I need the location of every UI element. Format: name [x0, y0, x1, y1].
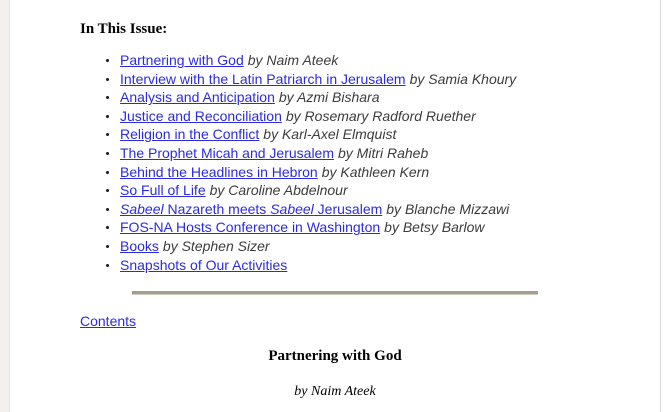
toc-author: by Azmi Bishara	[278, 89, 380, 106]
toc-author: by Rosemary Radford Ruether	[285, 107, 476, 124]
toc-link-snapshots-of-our-activities[interactable]: Snapshots of Our Activities	[120, 256, 288, 273]
toc-item	[120, 181, 660, 200]
toc-link-analysis-and-anticipation[interactable]: Analysis and Anticipation	[120, 89, 275, 106]
toc-link-interview-latin-patriarch[interactable]: Interview with the Latin Patriarch in Jerusalem	[120, 70, 406, 87]
article-title: Partnering with God	[268, 348, 402, 365]
toc-link-italic-segment: Sabeel	[270, 200, 314, 217]
toc-link-segment: Jerusalem	[313, 200, 383, 217]
toc-link-sabeel-nazareth-meets-sabeel-jerusalem[interactable]	[120, 201, 382, 217]
toc-list	[10, 51, 660, 274]
toc-author: by Stephen Sizer	[162, 237, 270, 254]
toc-link-fos-na-hosts-conference[interactable]: FOS-NA Hosts Conference in Washington	[120, 219, 381, 236]
toc-item	[120, 88, 660, 107]
toc-item	[120, 144, 660, 163]
contents-link[interactable]: Contents	[80, 313, 137, 330]
toc-item	[120, 70, 660, 89]
toc-link-books[interactable]: Books	[120, 237, 159, 254]
toc-author: by Betsy Barlow	[384, 219, 485, 236]
section-divider	[132, 291, 538, 295]
toc-author: by Samia Khoury	[409, 70, 517, 87]
toc-link-so-full-of-life[interactable]: So Full of Life	[120, 182, 206, 199]
toc-item	[120, 107, 660, 126]
toc-item	[120, 51, 660, 70]
page-left-gutter	[0, 0, 10, 412]
toc-item	[120, 200, 660, 219]
toc-link-partnering-with-god[interactable]: Partnering with God	[120, 52, 244, 68]
toc-author: by Naim Ateek	[247, 52, 339, 68]
toc-link-segment: Nazareth meets	[163, 200, 271, 217]
contents-row	[80, 314, 660, 328]
toc-item	[120, 163, 660, 182]
toc-item	[120, 125, 660, 144]
in-this-issue-heading: In This Issue:	[80, 21, 168, 37]
toc-author: by Kathleen Kern	[321, 163, 430, 180]
toc-link-justice-and-reconciliation[interactable]: Justice and Reconciliation	[120, 107, 282, 124]
newsletter-page	[10, 0, 660, 412]
article-byline: by Naim Ateek	[294, 384, 376, 400]
toc-author: by Mitri Raheb	[338, 144, 429, 161]
page-right-edge	[660, 0, 661, 412]
toc-item	[120, 237, 660, 256]
toc-author: by Caroline Abdelnour	[209, 182, 348, 199]
toc-item	[120, 218, 660, 237]
toc-link-italic-segment: Sabeel	[120, 200, 164, 217]
toc-author: by Blanche Mizzawi	[386, 200, 510, 217]
toc-link-behind-the-headlines-in-hebron[interactable]: Behind the Headlines in Hebron	[120, 163, 318, 180]
toc-link-religion-in-the-conflict[interactable]: Religion in the Conflict	[120, 126, 260, 143]
toc-item	[120, 256, 660, 275]
toc-link-prophet-micah-and-jerusalem[interactable]: The Prophet Micah and Jerusalem	[120, 144, 334, 161]
toc-author: by Karl-Axel Elmquist	[263, 126, 397, 143]
